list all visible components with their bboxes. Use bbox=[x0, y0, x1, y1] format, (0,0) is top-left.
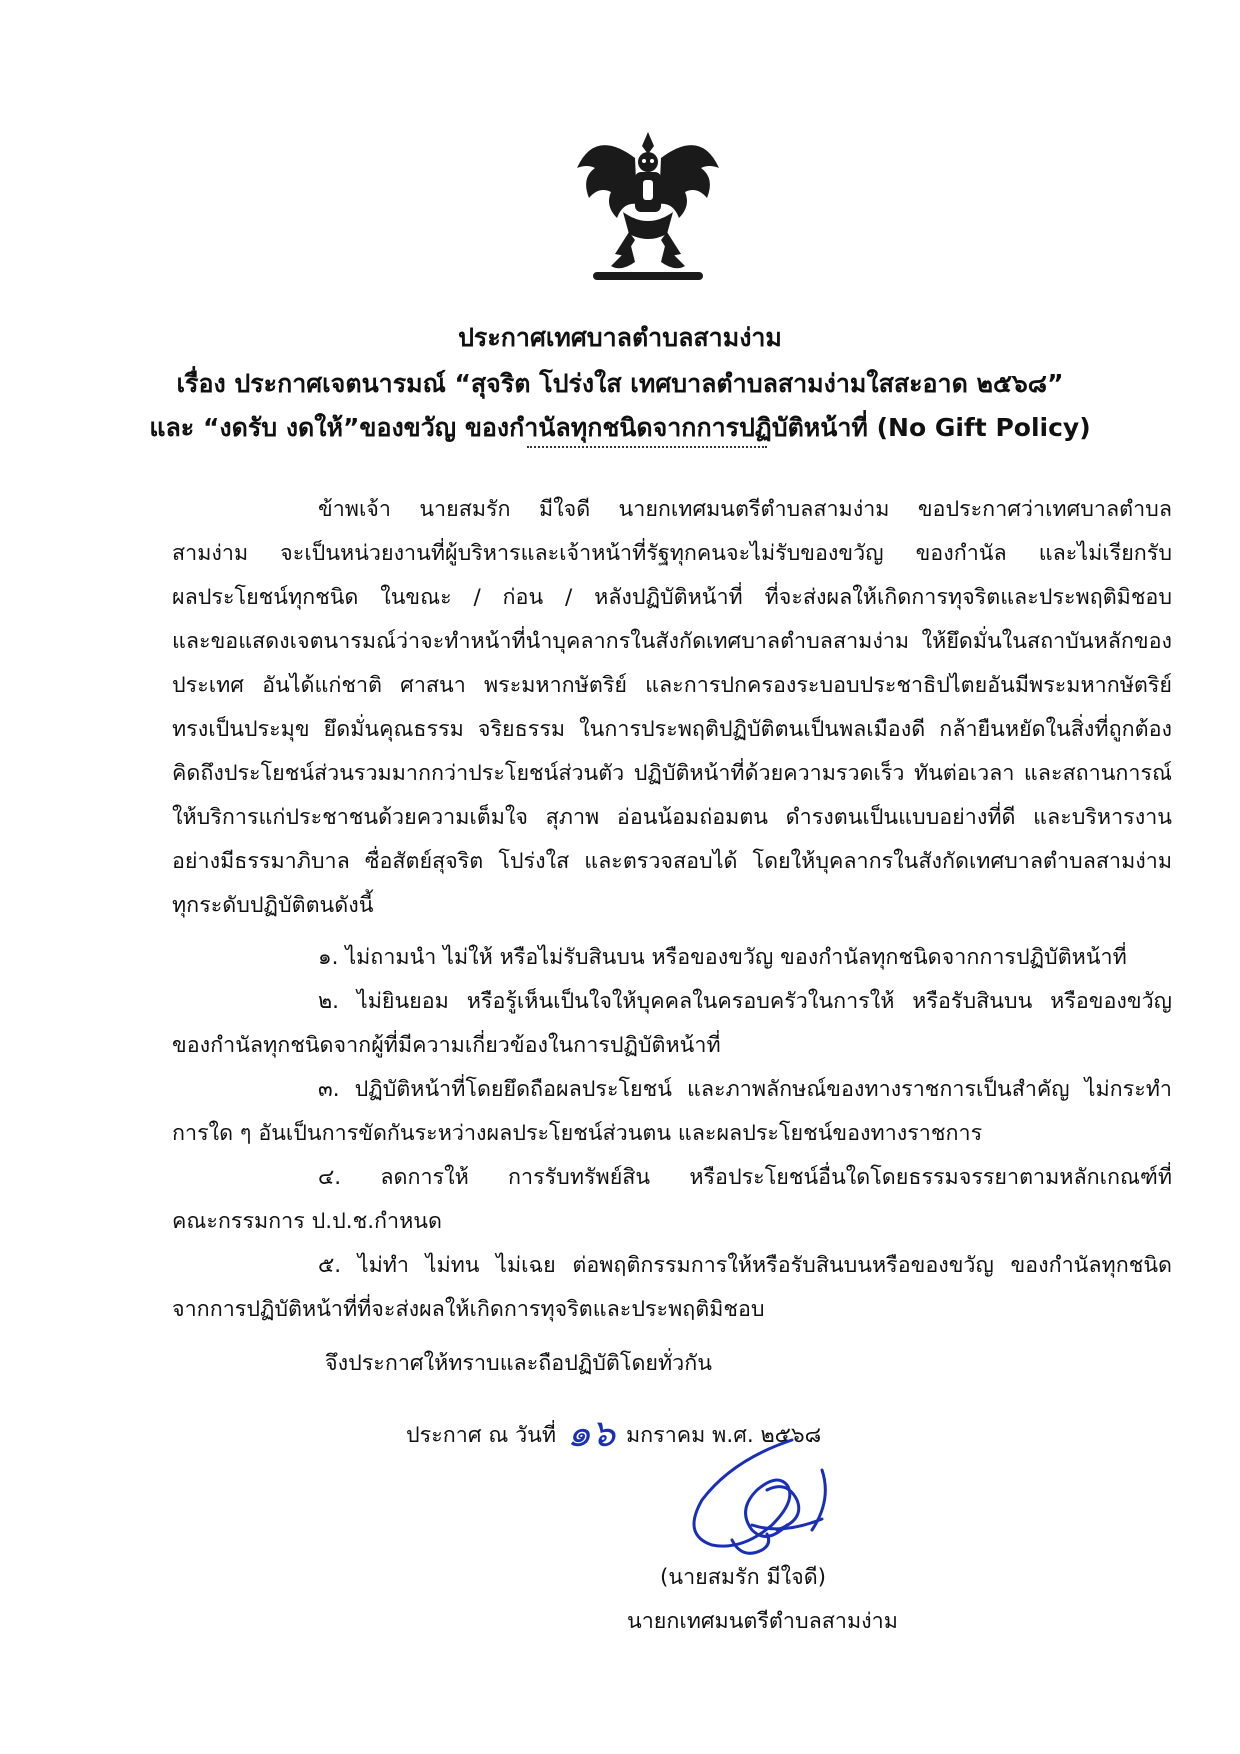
handwritten-signature bbox=[672, 1430, 862, 1580]
intro-line: ทุกระดับปฏิบัติตนดังนี้ bbox=[172, 893, 374, 918]
intro-line: คิดถึงประโยชน์ส่วนรวมมากกว่าประโยชน์ส่วนตัว ปฏิบัติหน้าที่ด้วยความรวดเร็ว ทันต่อเวลา และสถานการณ์ bbox=[172, 761, 1172, 786]
intro-line: และขอแสดงเจตนารมณ์ว่าจะทำหน้าที่นำบุคลากรในสังกัดเทศบาลตำบลสามง่าม ให้ยึดมั่นในสถาบันหลักของ bbox=[172, 629, 1172, 654]
policy-item-2: ๒. ไม่ยินยอม หรือรู้เห็นเป็นใจให้บุคคลในครอบครัวในการให้ หรือรับสินบน หรือของขวัญ bbox=[318, 989, 1172, 1014]
closing-statement: จึงประกาศให้ทราบและถือปฏิบัติโดยทั่วกัน bbox=[325, 1351, 712, 1376]
signer-title: นายกเทศมนตรีตำบลสามง่าม bbox=[627, 1609, 898, 1634]
announcement-title: ประกาศเทศบาลตำบลสามง่าม bbox=[458, 323, 782, 352]
policy-item-2-cont: ของกำนัลทุกชนิดจากผู้ที่มีความเกี่ยวข้องในการปฏิบัติหน้าที่ bbox=[172, 1033, 721, 1058]
intro-line: ให้บริการแก่ประชาชนด้วยความเต็มใจ สุภาพ อ่อนน้อมถ่อมตน ดำรงตนเป็นแบบอย่างที่ดี และบริหารงาน bbox=[172, 805, 1172, 830]
policy-item-5: ๕. ไม่ทำ ไม่ทน ไม่เฉย ต่อพฤติกรรมการให้หรือรับสินบนหรือของขวัญ ของกำนัลทุกชนิด bbox=[318, 1253, 1172, 1278]
date-day-handwritten: ๑๖ bbox=[566, 1411, 616, 1455]
intro-line: ประเทศ อันได้แก่ชาติ ศาสนา พระมหากษัตริย์ และการปกครองระบอบประชาธิปไตยอันมีพระมหากษัตริย์ bbox=[172, 673, 1172, 698]
policy-item-4: ๔. ลดการให้ การรับทรัพย์สิน หรือประโยชน์อื่นใดโดยธรรมจรรยาตามหลักเกณฑ์ที่ bbox=[318, 1165, 1172, 1190]
announcement-policy-line: และ “งดรับ งดให้”ของขวัญ ของกำนัลทุกชนิดจากการปฏิบัติหน้าที่ (No Gift Policy) bbox=[149, 413, 1091, 442]
intro-line: สามง่าม จะเป็นหน่วยงานที่ผู้บริหารและเจ้าหน้าที่รัฐทุกคนจะไม่รับของขวัญ ของกำนัล และไม่เรียกรับ bbox=[172, 541, 1172, 566]
policy-item-3-cont: การใด ๆ อันเป็นการขัดกันระหว่างผลประโยชน์ส่วนตน และผลประโยชน์ของทางราชการ bbox=[172, 1121, 983, 1146]
date-month-year: มกราคม พ.ศ. ๒๕๖๘ bbox=[625, 1423, 822, 1448]
policy-item-1: ๑. ไม่ถามนำ ไม่ให้ หรือไม่รับสินบน หรือของขวัญ ของกำนัลทุกชนิดจากการปฏิบัติหน้าที่ bbox=[318, 945, 1127, 970]
garuda-emblem-icon bbox=[573, 128, 723, 286]
intro-line: ผลประโยชน์ทุกชนิด ในขณะ / ก่อน / หลังปฏิบัติหน้าที่ ที่จะส่งผลให้เกิดการทุจริตและประพฤติมิชอบ bbox=[172, 585, 1172, 610]
policy-item-3: ๓. ปฏิบัติหน้าที่โดยยึดถือผลประโยชน์ และภาพลักษณ์ของทางราชการเป็นสำคัญ ไม่กระทำ bbox=[318, 1077, 1172, 1102]
policy-item-4-cont: คณะกรรมการ ป.ป.ช.กำหนด bbox=[172, 1209, 442, 1234]
dotted-separator bbox=[527, 446, 767, 448]
date-prefix: ประกาศ ณ วันที่ bbox=[406, 1423, 557, 1448]
policy-item-5-cont: จากการปฏิบัติหน้าที่ที่จะส่งผลให้เกิดการทุจริตและประพฤติมิชอบ bbox=[172, 1297, 765, 1322]
signer-name: (นายสมรัก มีใจดี) bbox=[660, 1565, 827, 1590]
announcement-subject: เรื่อง ประกาศเจตนารมณ์ “สุจริต โปร่งใส เทศบาลตำบลสามง่ามใสสะอาด ๒๕๖๘” bbox=[176, 369, 1064, 398]
intro-line: ทรงเป็นประมุข ยึดมั่นคุณธรรม จริยธรรม ในการประพฤติปฏิบัติตนเป็นพลเมืองดี กล้ายืนหยัดในสิ่งที่ถูกต้อง bbox=[172, 717, 1172, 742]
intro-line: อย่างมีธรรมาภิบาล ซื่อสัตย์สุจริต โปร่งใส และตรวจสอบได้ โดยให้บุคลากรในสังกัดเทศบาลตำบลสามง่าม bbox=[172, 849, 1172, 874]
intro-line: ข้าพเจ้า นายสมรัก มีใจดี นายกเทศมนตรีตำบลสามง่าม ขอประกาศว่าเทศบาลตำบล bbox=[318, 497, 1172, 522]
